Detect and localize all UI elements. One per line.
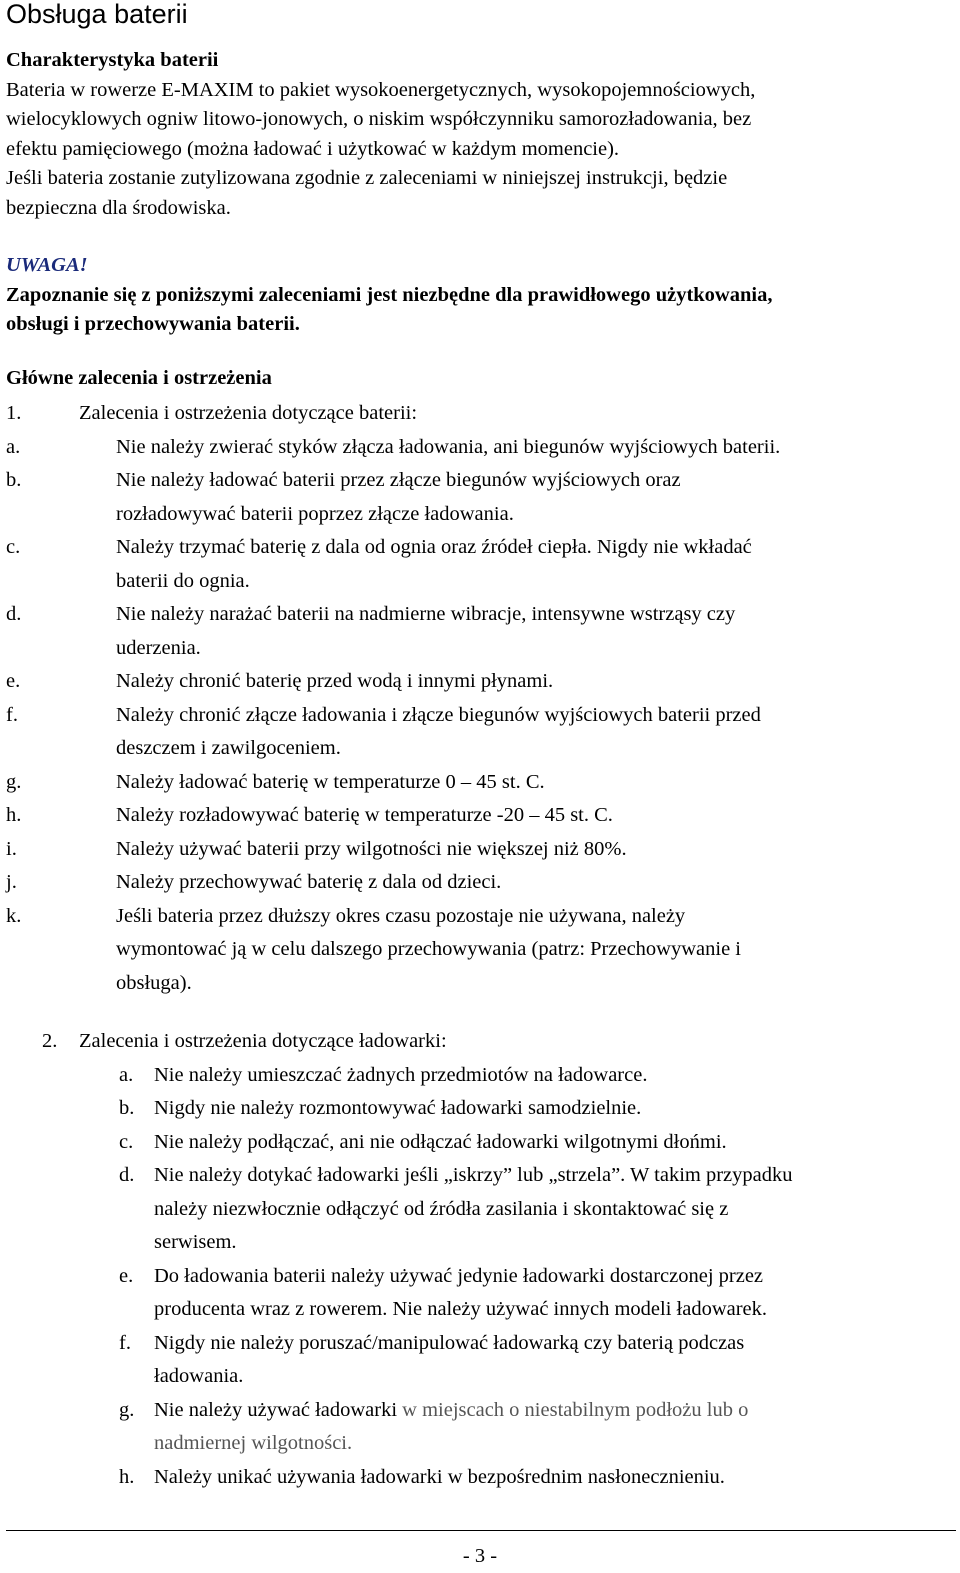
list-item [119, 1327, 924, 1394]
characteristics-line: Jeśli bateria zostanie zutylizowana zgodnie z zaleceniami w niniejszej instrukcji, będzie [6, 167, 728, 189]
item-letter: b. [6, 469, 22, 491]
item-line: ładowania. [154, 1365, 244, 1387]
item-letter: f. [6, 703, 18, 726]
warning-section [6, 251, 951, 340]
footer-divider [6, 1530, 956, 1531]
section-number: 1. [6, 402, 22, 424]
item-letter: g. [6, 770, 22, 793]
warning-heading: UWAGA! [6, 254, 88, 276]
section-label: Zalecenia i ostrzeżenia dotyczące baterii: [79, 402, 418, 424]
item-line: Nie należy podłączać, ani nie odłączać ładowarki wilgotnymi dłońmi. [154, 1130, 727, 1153]
item-letter: a. [6, 435, 21, 458]
item-line: rozładowywać baterii poprzez złącze ładowania. [116, 502, 514, 525]
item-line: Nie należy zwierać styków złącza ładowania, ani biegunów wyjściowych baterii. [116, 435, 781, 458]
item-line: Należy unikać używania ładowarki w bezpośrednim nasłonecznieniu. [154, 1465, 725, 1488]
item-line: Nie należy dotykać ładowarki jeśli „iskrzy” lub „strzela”. W takim przypadku [154, 1164, 793, 1186]
characteristics-heading: Charakterystyka baterii [6, 49, 219, 71]
item-line [154, 1394, 924, 1428]
warning-line: obsługi i przechowywania baterii. [6, 313, 300, 335]
characteristics-line: wielocyklowych ogniw litowo-jonowych, o niskim współczynniku samorozładowania, bez [6, 108, 752, 130]
list-item [119, 1394, 924, 1461]
item-letter: d. [6, 603, 22, 625]
item-letter: h. [6, 804, 22, 826]
list-item [119, 1059, 924, 1093]
item-line: obsługa). [116, 971, 192, 994]
page-title: Obsługa baterii [6, 0, 188, 29]
item-letter: e. [6, 670, 21, 692]
item-line-part-grey: w miejscach o niestabilnym podłożu lub o [397, 1398, 749, 1421]
characteristics-line: Bateria w rowerze E-MAXIM to pakiet wysokoenergetycznych, wysokopojemnościowych, [6, 78, 756, 101]
item-line-part: Nie należy używać ładowarki [154, 1398, 398, 1421]
item-line: Należy ładować baterię w temperaturze 0 – 45 st. C. [116, 770, 545, 793]
item-letter: c. [6, 536, 21, 558]
item-letter: j. [6, 871, 17, 893]
item-line: baterii do ognia. [116, 569, 250, 592]
item-line: Nigdy nie należy rozmontowywać ładowarki samodzielnie. [154, 1097, 642, 1119]
item-line: Nie należy umieszczać żadnych przedmiotów na ładowarce. [154, 1063, 648, 1086]
item-letter: i. [6, 837, 17, 860]
item-line: Do ładowania baterii należy używać jedynie ładowarki dostarczonej przez [154, 1264, 764, 1287]
section-label: Zalecenia i ostrzeżenia dotyczące ładowarki: [79, 1030, 447, 1052]
list-item [119, 1461, 924, 1495]
item-letter: c. [119, 1130, 134, 1153]
item-line: Należy trzymać baterię z dala od ognia oraz źródeł ciepła. Nigdy nie wkładać [116, 536, 752, 558]
list-item [119, 1092, 924, 1126]
item-line: deszczem i zawilgoceniem. [116, 737, 341, 759]
item-line: producenta wraz z rowerem. Nie należy używać innych modeli ładowarek. [154, 1298, 768, 1320]
item-letter: a. [119, 1063, 134, 1086]
list-item [6, 833, 924, 867]
item-line: Nie należy ładować baterii przez złącze biegunów wyjściowych oraz [116, 469, 681, 491]
item-line: uderzenia. [116, 636, 201, 659]
item-line: Należy chronić baterię przed wodą i innymi płynami. [116, 670, 554, 692]
list-item [119, 1260, 924, 1327]
list-item [6, 598, 924, 665]
item-line: Nigdy nie należy poruszać/manipulować ładowarką czy baterią podczas [154, 1331, 745, 1354]
item-line: serwisem. [154, 1231, 237, 1253]
list-item [6, 464, 924, 531]
list-item [6, 531, 924, 598]
item-line: Należy rozładowywać baterię w temperaturze -20 – 45 st. C. [116, 804, 613, 826]
characteristics-line: efektu pamięciowego (można ładować i użytkować w każdym momencie). [6, 137, 620, 160]
item-letter: f. [119, 1331, 131, 1354]
item-line: Nie należy narażać baterii na nadmierne wibracje, intensywne wstrząsy czy [116, 603, 736, 625]
characteristics-line: bezpieczna dla środowiska. [6, 196, 231, 219]
item-line: Należy przechowywać baterię z dala od dzieci. [116, 871, 502, 893]
item-line: należy niezwłocznie odłączyć od źródła zasilania i skontaktować się z [154, 1197, 729, 1220]
warning-line: Zapoznanie się z poniższymi zaleceniami jest niezbędne dla prawidłowego użytkowania, [6, 283, 773, 306]
list-item [6, 665, 924, 699]
item-letter: e. [119, 1264, 134, 1287]
list-item [119, 1126, 924, 1160]
list-item [6, 900, 924, 1001]
item-line-grey: nadmiernej wilgotności. [154, 1432, 353, 1454]
item-letter: g. [119, 1398, 135, 1421]
item-letter: d. [119, 1164, 135, 1186]
list-item [6, 799, 924, 833]
list-item [6, 866, 924, 900]
characteristics-section [6, 46, 946, 223]
page-number: - 3 - [462, 1545, 498, 1567]
item-letter: h. [119, 1465, 135, 1488]
list-item [119, 1159, 924, 1260]
section-number: 2. [42, 1030, 58, 1052]
main-heading: Główne zalecenia i ostrzeżenia [6, 367, 272, 389]
list-item [6, 699, 924, 766]
list-item [6, 431, 924, 465]
item-letter: k. [6, 904, 22, 927]
list-item [6, 766, 924, 800]
item-letter: b. [119, 1097, 135, 1119]
item-line: Jeśli bateria przez dłuższy okres czasu pozostaje nie używana, należy [116, 904, 686, 927]
item-line: Należy chronić złącze ładowania i złącze biegunów wyjściowych baterii przed [116, 703, 761, 726]
item-line: Należy używać baterii przy wilgotności nie większej niż 80%. [116, 837, 627, 860]
item-line: wymontować ją w celu dalszego przechowywania (patrz: Przechowywanie i [116, 938, 741, 960]
